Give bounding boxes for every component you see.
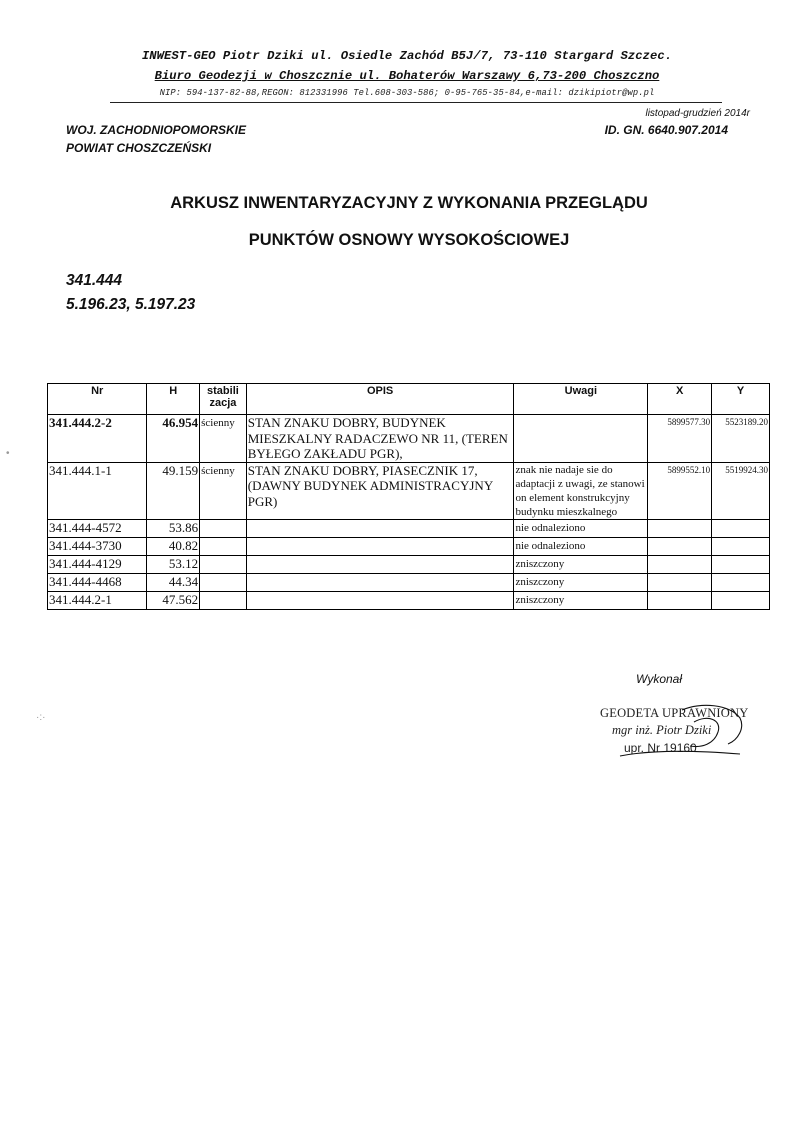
cell-uwagi: nie odnaleziono <box>514 519 648 537</box>
table-row <box>48 415 770 463</box>
cell-stabilizacja <box>200 555 247 573</box>
scan-speck: ·:· <box>36 712 46 723</box>
cell-uwagi: zniszczony <box>514 573 648 591</box>
cell-y <box>712 591 770 609</box>
cell-h: 40.82 <box>147 537 200 555</box>
cell-opis <box>246 573 514 591</box>
cell-opis: STAN ZNAKU DOBRY, BUDYNEK MIESZKALNY RADACZEWO NR 11, (TEREN BYŁEGO ZAKŁADU PGR), <box>246 415 514 463</box>
cell-nr: 341.444.1-1 <box>48 462 147 519</box>
company-header-line2: Biuro Geodezji w Choszcznie ul. Bohaterów Warszawy 6,73-200 Choszczno <box>154 69 660 83</box>
case-id: ID. GN. 6640.907.2014 <box>604 123 728 137</box>
column-header-nr: Nr <box>48 384 147 415</box>
cell-opis: STAN ZNAKU DOBRY, PIASECZNIK 17, (DAWNY BUDYNEK ADMINISTRACYJNY PGR) <box>246 462 514 519</box>
county-label: POWIAT CHOSZCZEŃSKI <box>66 141 212 155</box>
cell-h: 53.12 <box>147 555 200 573</box>
cell-nr: 341.444-3730 <box>48 537 147 555</box>
table-row <box>48 573 770 591</box>
cell-opis <box>246 591 514 609</box>
cell-h: 49.159 <box>147 462 200 519</box>
document-title-line1: ARKUSZ INWENTARYZACYJNY Z WYKONANIA PRZEGLĄDU <box>170 194 648 212</box>
cell-x <box>648 537 712 555</box>
cell-stabilizacja <box>200 537 247 555</box>
stamp-name: mgr inż. Piotr Dziki <box>612 723 712 737</box>
header-divider <box>110 102 722 103</box>
column-header-stabilizacja: stabili zacja <box>200 384 247 415</box>
company-contact-line: NIP: 594-137-82-88,REGON: 812331996 Tel.608-303-586; 0-95-765-35-84,e-mail: dzikipiotr@wp.pl <box>159 88 655 98</box>
voivodeship-label: WOJ. ZACHODNIOPOMORSKIE <box>66 123 247 137</box>
column-header-y: Y <box>712 384 770 415</box>
table-row <box>48 519 770 537</box>
column-header-opis: OPIS <box>246 384 514 415</box>
cell-x: 5899577.30 <box>648 415 712 463</box>
table-row <box>48 537 770 555</box>
company-header-line1: INWEST-GEO Piotr Dziki ul. Osiedle Zachód B5J/7, 73-110 Stargard Szczec. <box>141 49 673 63</box>
cell-y <box>712 555 770 573</box>
table-row <box>48 462 770 519</box>
column-header-uwagi: Uwagi <box>514 384 648 415</box>
sheet-reference: 341.444 <box>66 272 123 289</box>
stamp-title: GEODETA UPRAWNIONY <box>600 706 749 720</box>
cell-h: 47.562 <box>147 591 200 609</box>
cell-x: 5899552.10 <box>648 462 712 519</box>
cell-x <box>648 591 712 609</box>
cell-uwagi <box>514 415 648 463</box>
document-title-line2: PUNKTÓW OSNOWY WYSOKOŚCIOWEJ <box>248 231 570 249</box>
table-row <box>48 591 770 609</box>
stamp-license: upr. Nr 19160 <box>624 741 697 755</box>
cell-stabilizacja <box>200 519 247 537</box>
cell-nr: 341.444.2-2 <box>48 415 147 463</box>
map-sheet-reference: 5.196.23, 5.197.23 <box>66 296 196 313</box>
handwritten-signature <box>590 700 750 770</box>
column-header-h: H <box>147 384 200 415</box>
cell-y <box>712 519 770 537</box>
cell-uwagi: znak nie nadaje sie do adaptacji z uwagi, ze stanowi on element konstrukcyjny budynku mieszkalnego <box>514 462 648 519</box>
signature-stroke <box>620 705 742 756</box>
cell-uwagi: zniszczony <box>514 591 648 609</box>
cell-h: 53.86 <box>147 519 200 537</box>
cell-opis <box>246 519 514 537</box>
cell-uwagi: zniszczony <box>514 555 648 573</box>
scan-speck: • <box>6 448 10 459</box>
date-note: listopad-grudzień 2014r <box>645 108 750 119</box>
cell-y <box>712 537 770 555</box>
cell-nr: 341.444.2-1 <box>48 591 147 609</box>
cell-opis <box>246 555 514 573</box>
cell-x <box>648 519 712 537</box>
cell-h: 46.954 <box>147 415 200 463</box>
table-row <box>48 555 770 573</box>
cell-opis <box>246 537 514 555</box>
cell-stabilizacja: ścienny <box>200 415 247 463</box>
cell-stabilizacja: ścienny <box>200 462 247 519</box>
table-header-row <box>48 384 770 415</box>
cell-x <box>648 573 712 591</box>
performed-by-label: Wykonał <box>636 672 683 686</box>
cell-y: 5519924.30 <box>712 462 770 519</box>
cell-y <box>712 573 770 591</box>
cell-nr: 341.444-4572 <box>48 519 147 537</box>
cell-uwagi: nie odnaleziono <box>514 537 648 555</box>
cell-x <box>648 555 712 573</box>
cell-h: 44.34 <box>147 573 200 591</box>
cell-stabilizacja <box>200 573 247 591</box>
inventory-table <box>47 383 770 610</box>
cell-nr: 341.444-4129 <box>48 555 147 573</box>
column-header-x: X <box>648 384 712 415</box>
cell-y: 5523189.20 <box>712 415 770 463</box>
cell-stabilizacja <box>200 591 247 609</box>
cell-nr: 341.444-4468 <box>48 573 147 591</box>
